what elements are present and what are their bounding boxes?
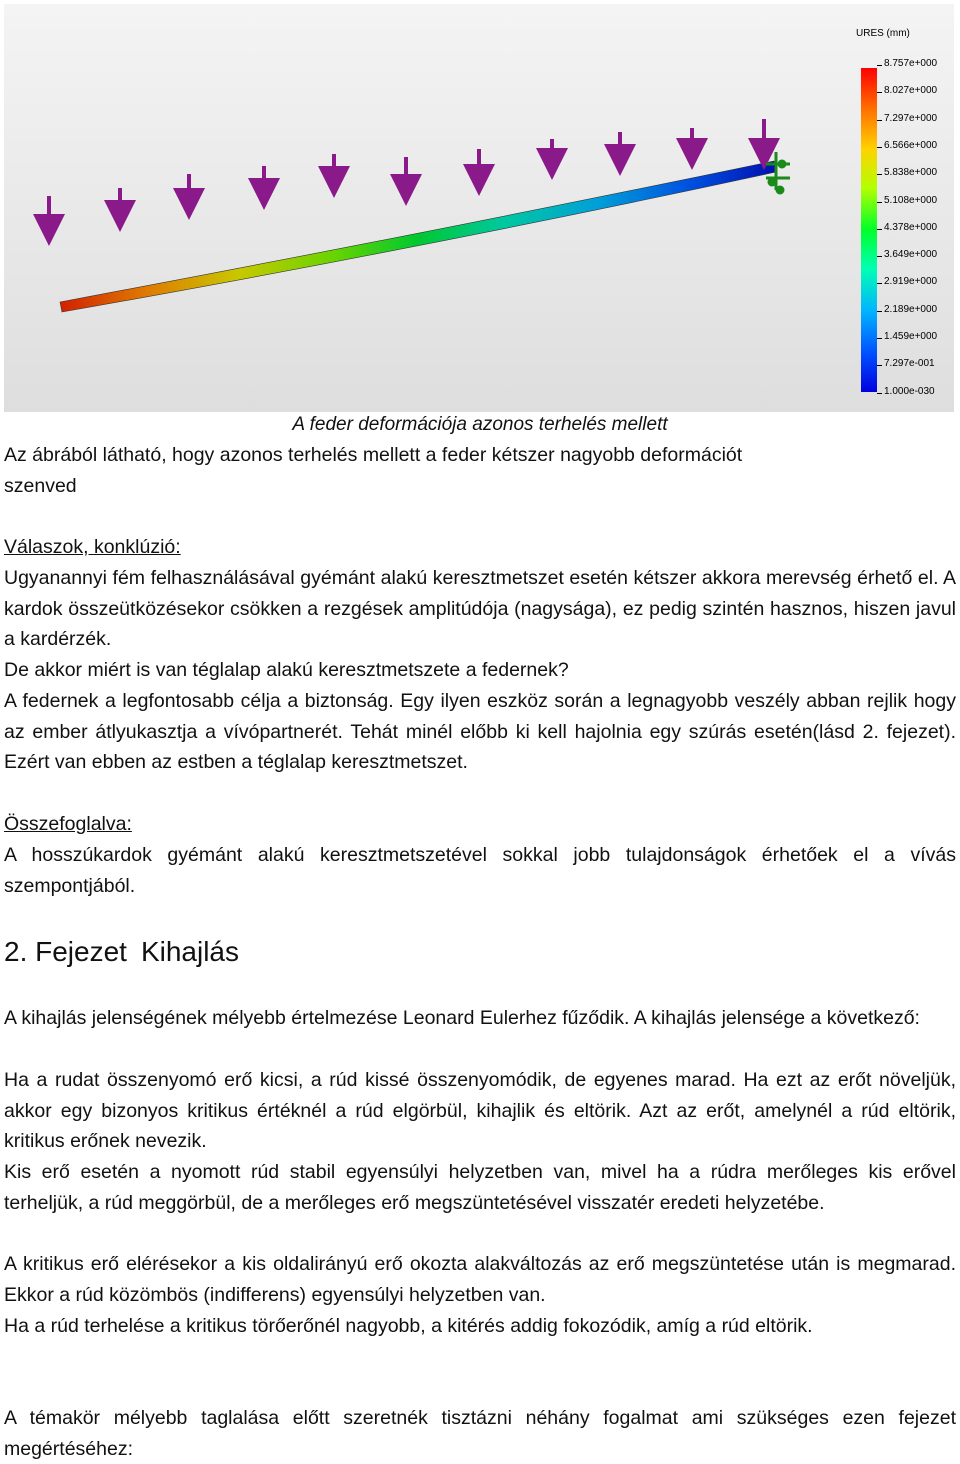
chapter-title: Kihajlás: [140, 936, 240, 967]
summary-heading: Összefoglalva:: [4, 813, 132, 835]
deformation-plot: [4, 4, 954, 412]
legend-value: 4.378e+000: [884, 221, 938, 233]
paragraph-3: De akkor miért is van téglalap alakú keresztmetszete a federnek?: [4, 659, 569, 681]
legend-tick: [877, 229, 882, 230]
legend-colorbar: [861, 68, 877, 392]
legend-value: 7.297e-001: [884, 358, 935, 370]
chapter-number: 2. Fejezet: [4, 936, 127, 967]
legend-tick: [877, 174, 882, 175]
legend-title: URES (mm): [856, 28, 910, 39]
legend-tick: [877, 283, 882, 284]
legend-value: 2.919e+000: [884, 276, 938, 288]
legend-value: 8.757e+000: [884, 58, 938, 69]
legend-value: 8.027e+000: [884, 85, 938, 97]
legend-tick: [877, 92, 882, 93]
legend-tick: [877, 147, 882, 148]
legend-tick: [877, 120, 882, 121]
legend-value: 2.189e+000: [884, 303, 938, 315]
legend-tick: [877, 393, 882, 394]
paragraph-7: Ha a rudat összenyomó erő kicsi, a rúd kissé összenyomódik, de egyenes marad. Ha ezt az erőt növeljük, akkor egy bizonyos kritikus értéknél a rúd elgörbül, kihajlik és eltörik. Azt az erőt, amelynél a rúd eltörik, kritikus erőnek nevezik.: [4, 1069, 956, 1152]
legend-tick: [877, 65, 882, 66]
legend-tick: [877, 202, 882, 203]
legend-value: 6.566e+000: [884, 139, 938, 151]
paragraph-2: Ugyanannyi fém felhasználásával gyémánt alakú keresztmetszet esetén kétszer akkora merevség érhető el. A kardok összeütközésekor csökken a rezgések amplitúdója (nagysága), ez pedig szintén hasznos, hiszen javul a kardérzék.: [4, 567, 956, 650]
paragraph-10: Ha a rúd terhelése a kritikus törőerőnél nagyobb, a kitérés addig fokozódik, amíg a rúd eltörik.: [4, 1315, 813, 1337]
paragraph-1-line-2: szenved: [4, 475, 77, 497]
figure-caption: A feder deformációja azonos terhelés mellett: [292, 414, 668, 435]
chapter-heading: [4, 934, 253, 970]
legend-tick: [877, 338, 882, 339]
legend-value: 7.297e+000: [884, 112, 938, 124]
legend-tick: [877, 365, 882, 366]
answers-heading: Válaszok, konklúzió:: [4, 536, 181, 558]
legend-value: 3.649e+000: [884, 249, 938, 261]
load-arrows: [49, 119, 764, 230]
legend-tick: [877, 311, 882, 312]
paragraph-4: A federnek a legfontosabb célja a biztonság. Egy ilyen eszköz során a legnagyobb veszély abban rejlik hogy az ember átlyukasztja a vívópartnerét. Tehát minél előbb ki kell hajolnia egy szúrás esetén(lásd 2. fejezet). Ezért van ebben az estben a téglalap keresztmetszet.: [4, 690, 956, 773]
legend-value: 1.000e-030: [884, 385, 935, 397]
legend-tick: [877, 256, 882, 257]
paragraph-5: A hosszúkardok gyémánt alakú keresztmetszetével sokkal jobb tulajdonságok érhetőek el a vívás szempontjából.: [4, 844, 956, 897]
paragraph-8: Kis erő esetén a nyomott rúd stabil egyensúlyi helyzetben van, mivel ha a rúdra merőleges kis erővel terheljük, a rúd meggörbül, de a merőleges erő megszüntetésével visszatér eredeti helyzetébe.: [4, 1161, 956, 1214]
legend-value: 5.108e+000: [884, 194, 938, 206]
legend-value: 1.459e+000: [884, 331, 938, 342]
paragraph-11: A témakör mélyebb taglalása előtt szeretnék tisztázni néhány fogalmat ami szükséges ezen fejezet megértéséhez:: [4, 1407, 956, 1460]
deformation-figure: [4, 4, 954, 412]
legend-value: 5.838e+000: [884, 167, 938, 179]
paragraph-9: A kritikus erő elérésekor a kis oldalirányú erő okozta alakváltozás az erő megszüntetése után is megmarad. Ekkor a rúd közömbös (indifferens) egyensúlyi helyzetben van.: [4, 1253, 956, 1306]
paragraph-1-line-1: Az ábrából látható, hogy azonos terhelés mellett a feder kétszer nagyobb deformációt: [4, 444, 743, 466]
paragraph-6: A kihajlás jelenségének mélyebb értelmezése Leonard Eulerhez fűződik. A kihajlás jelensége a következő:: [4, 1007, 920, 1029]
deformed-beam: [60, 161, 776, 312]
